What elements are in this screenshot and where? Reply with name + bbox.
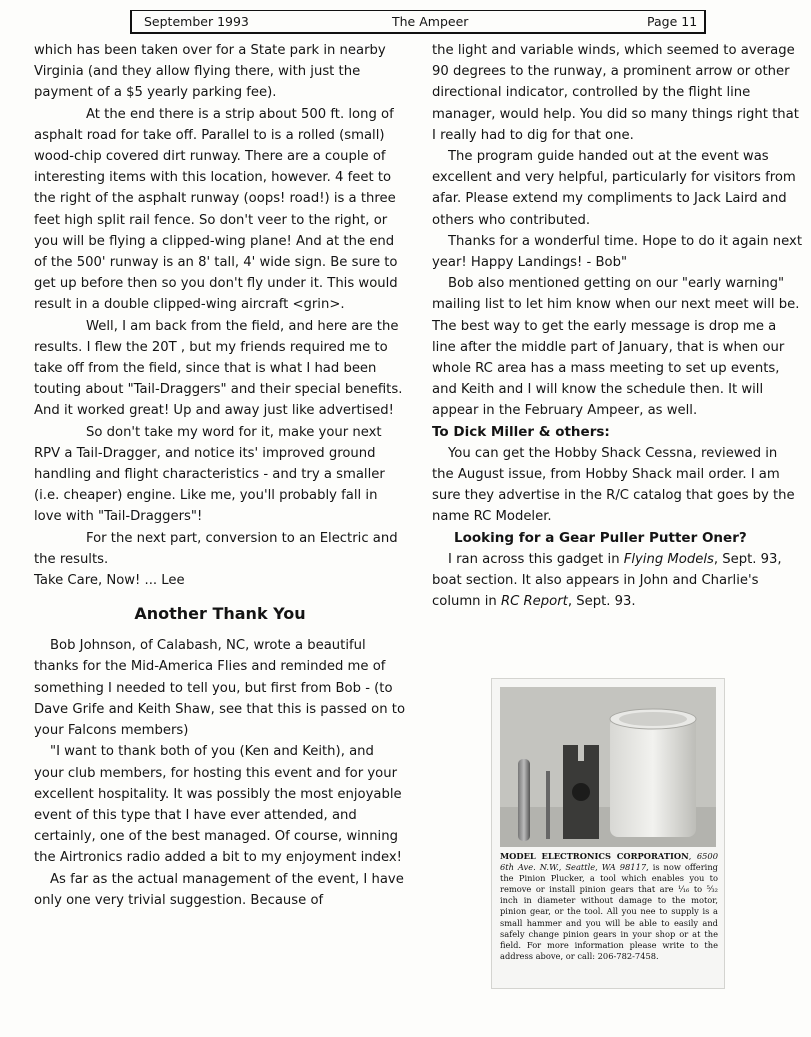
paragraph: You can get the Hobby Shack Cessna, reviewed in the August issue, from Hobby Shack mail order. I am sure they advertise in the R/C catalog that goes by the name RC Modeler. xyxy=(432,445,795,525)
product-photo xyxy=(500,687,716,847)
paragraph: At the end there is a strip about 500 ft. long of asphalt road for take off. Parallel to is a rolled (small) wood-chip covered dirt runway. There are a couple of interesting items with this location, however. 4 feet to the right of the asphalt runway (oops! road!) is a three feet high split rail fence. So don't veer to the right, or you will be flying a clipped-wing plane! And at the end of the 500' runway is an 8' tall, 4' wide sign. Be sure to get up before then so you don't fly under it. This would result in a double clipped-wing aircraft <grin>. xyxy=(34,106,398,313)
paragraph: the light and variable winds, which seemed to average 90 degrees to the runway, a prominent arrow or other directional indicator, controlled by the flight line manager, would help. You did so many things right that I really had to dig for that one. xyxy=(432,43,799,143)
header-page-number: Page 11 xyxy=(647,14,698,29)
paragraph: So don't take my word for it, make your next RPV a Tail-Dragger, and notice its' improved ground handling and flight characteristics - and try a smaller (i.e. cheaper) engine. Like me, you'll probably fall in love with "Tail-Draggers"! xyxy=(34,424,385,525)
page-header xyxy=(130,10,706,34)
paragraph: "I want to thank both of you (Ken and Keith), and your club members, for hosting this event and for your excellent hospitality. It was possibly the most enjoyable event of this type that I have ever attended, and certainly, one of the best managed. Of course, winning the Airtronics radio added a bit to my enjoyment index! xyxy=(34,744,402,866)
magazine-title: Flying Models xyxy=(623,551,714,567)
signoff: Take Care, Now! ... Lee xyxy=(34,573,185,589)
paragraph: which has been taken over for a State park in nearby Virginia (and they allow flying there, with just the payment of a $5 yearly parking fee). xyxy=(34,43,386,101)
paragraph: As far as the actual management of the event, I have only one very trivial suggestion. Because of xyxy=(34,871,404,908)
left-column xyxy=(34,40,406,911)
paragraph: Thanks for a wonderful time. Hope to do it again next year! Happy Landings! - Bob" xyxy=(432,233,803,271)
caption-text: is now offering the Pinion Plucker, a tool which enables you to remove or install pinion gears that are ¹⁄₁₆ to ⁵⁄₃₂ inch in diameter without damage to the motor, pinion gear, or the tool. All you nee to supply is a small hammer and you will be able to easily and safely change pinion gears in your shop or at the field. For more information please write to the address above, or call: 206-782-7458. xyxy=(500,862,718,961)
company-address: 6500 6th Ave. N.W., Seattle, WA 98117, xyxy=(500,851,718,873)
pinion-plucker-photo xyxy=(500,687,716,847)
magazine-title: RC Report xyxy=(500,594,568,610)
article-title: Another Thank You xyxy=(134,604,306,624)
right-column xyxy=(432,40,802,612)
text-run: , Sept. 93, boat section. It also appears in John and Charlie's column in xyxy=(432,551,782,610)
product-clipping xyxy=(491,678,725,989)
company-name: MODEL ELECTRONICS CORPORATION xyxy=(500,851,689,861)
header-newsletter-title: The Ampeer xyxy=(392,14,469,29)
header-date: September 1993 xyxy=(144,14,249,29)
paragraph xyxy=(432,549,802,613)
paragraph: Bob Johnson, of Calabash, NC, wrote a beautiful thanks for the Mid-America Flies and reminded me of something I needed to tell you, but first from Bob - (to Dave Grife and Keith Shaw, see that this is passed on to your Falcons members) xyxy=(34,638,406,739)
paragraph: The program guide handed out at the event was excellent and very helpful, particularly for visitors from afar. Please extend my compliments to Jack Laird and others who contributed. xyxy=(432,149,796,228)
text-run: , Sept. 93. xyxy=(567,594,636,610)
paragraph: Bob also mentioned getting on our "early warning" mailing list to let him know when our next meet will be. The best way to get the early message is drop me a line after the middle part of January, that is when our whole RC area has a mass meeting to set up events, and Keith and I will know the schedule then. It will appear in the February Ampeer, as well. xyxy=(432,276,800,419)
section-heading: Looking for a Gear Puller Putter Oner? xyxy=(454,529,747,546)
paragraph: For the next part, conversion to an Electric and the results. xyxy=(34,530,398,567)
section-heading: To Dick Miller & others: xyxy=(432,423,610,440)
text-run: I ran across this gadget in xyxy=(448,551,624,567)
paragraph: Well, I am back from the field, and here are the results. I flew the 20T , but my friends required me to take off from the field, since that is what I had been touting about "Tail-Draggers" and their special benefits. And it worked great! Up and away just like advertised! xyxy=(34,318,403,419)
product-caption: MODEL ELECTRONICS CORPORATION, 6500 6th Ave. N.W., Seattle, WA 98117, is now offering the Pinion Plucker, a tool which enables you to remove or install pinion gears that are ¹⁄₁₆ to ⁵⁄₃₂ inch in diameter without damage to the motor, pinion gear, or the tool. All you nee to supply is a small hammer and you will be able to easily and safely change pinion gears in your shop or at the field. For more information please write to the address above, or call: 206-782-7458. xyxy=(500,851,718,961)
